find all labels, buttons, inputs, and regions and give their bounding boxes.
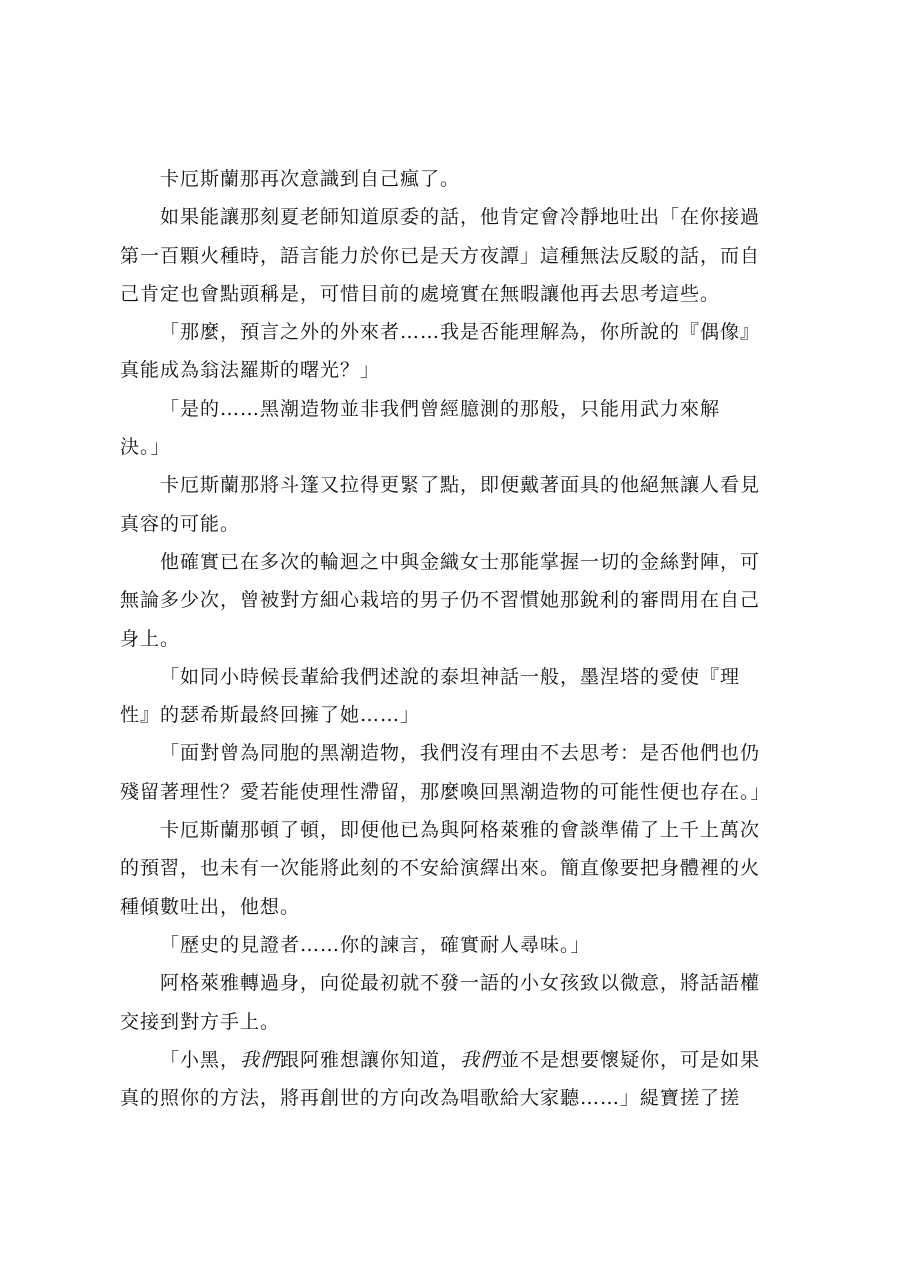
- text-line: 阿格萊雅轉過身，向從最初就不發一語的小女孩致以微意，將話語權: [160, 972, 761, 995]
- text-line: 第一百顆火種時，語言能力於你已是天方夜譚」這種無法反駁的話，而自: [120, 244, 761, 267]
- text-line: 「歷史的見證者……你的諫言，確實耐人尋味。」: [160, 933, 591, 956]
- text-line: 真能成為翁法羅斯的曙光？」: [120, 359, 381, 382]
- text-line: [120, 1041, 800, 1079]
- text-line: 「如同小時候長輩給我們述說的泰坦神話一般，墨涅塔的愛使『理: [160, 665, 741, 688]
- text-line: 真容的可能。: [120, 512, 241, 535]
- text-line: 卡厄斯蘭那再次意識到自己瘋了。: [160, 168, 461, 190]
- text-line: 他確實已在多次的輪迴之中與金織女士那能掌握一切的金絲對陣，可: [160, 550, 761, 573]
- text-line: 身上。: [120, 627, 181, 650]
- document-body: [120, 160, 800, 1117]
- text-line: 無論多少次，曾被對方細心栽培的男子仍不習慣她那銳利的審問用在自己: [120, 589, 761, 612]
- text-line: 卡厄斯蘭那頓了頓，即便他已為與阿格萊雅的會談準備了上千上萬次: [160, 819, 761, 842]
- emphasis-text: 我們: [240, 1048, 281, 1071]
- text-line: 決。」: [120, 436, 171, 459]
- text-segment: 跟阿雅想讓你知道，: [280, 1048, 461, 1071]
- text-line: 交接到對方手上。: [120, 1010, 281, 1033]
- text-line: 種傾數吐出，他想。: [120, 895, 301, 918]
- text-line: 「面對曾為同胞的黑潮造物，我們沒有理由不去思考：是否他們也仍: [160, 742, 761, 765]
- text-line: 「是的……黑潮造物並非我們曾經臆測的那般，只能用武力來解: [160, 397, 721, 420]
- emphasis-text: 我們: [460, 1048, 501, 1071]
- text-line: 殘留著理性？愛若能使理性滯留，那麼喚回黑潮造物的可能性便也存在。」: [120, 780, 771, 803]
- text-segment: 「小黑，: [160, 1048, 241, 1071]
- text-line: 卡厄斯蘭那將斗篷又拉得更緊了點，即便戴著面具的他絕無讓人看見: [160, 474, 761, 497]
- text-segment: 並不是想要懷疑你，可是如果: [500, 1048, 761, 1071]
- text-line: 己肯定也會點頭稱是，可惜目前的處境實在無暇讓他再去思考這些。: [120, 282, 721, 305]
- text-line: 的預習，也未有一次能將此刻的不安給演繹出來。簡直像要把身體裡的火: [120, 857, 761, 880]
- text-line: 「那麼，預言之外的外來者……我是否能理解為，你所說的『偶像』: [160, 321, 761, 344]
- text-line: 性』的瑟希斯最終回擁了她……」: [120, 704, 421, 727]
- text-line: 真的照你的方法，將再創世的方向改為唱歌給大家聽……」緹寶搓了搓: [120, 1087, 741, 1110]
- text-line: 如果能讓那刻夏老師知道原委的話，他肯定會冷靜地吐出「在你接過: [160, 206, 761, 229]
